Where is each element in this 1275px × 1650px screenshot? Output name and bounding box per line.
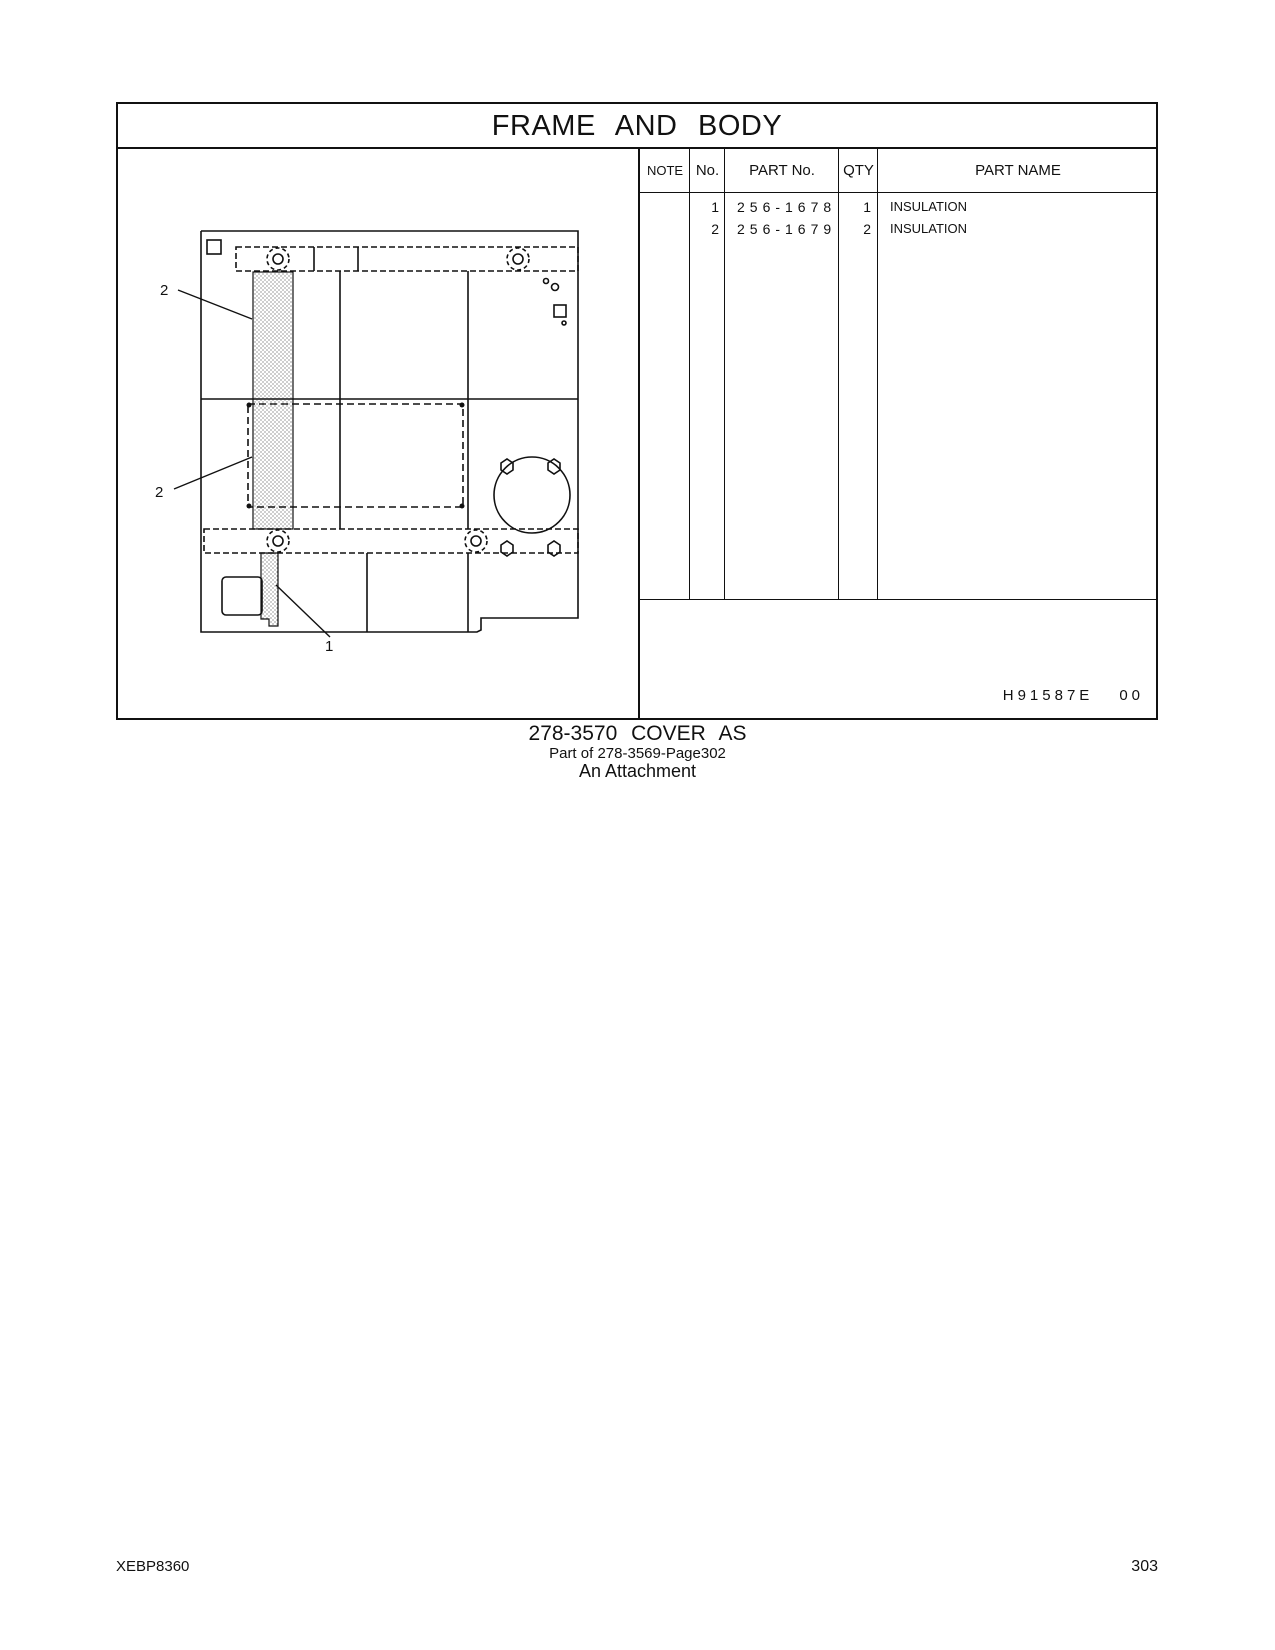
row-no: 2 — [711, 221, 719, 237]
row-qty: 2 — [863, 221, 871, 237]
cover-illustration — [118, 149, 638, 720]
row-qty: 1 — [863, 199, 871, 215]
parts-drawing — [118, 149, 638, 720]
document-id: XEBP8360 — [116, 1558, 190, 1575]
header-part-no: PART No. — [749, 162, 815, 179]
row-part-name: INSULATION — [890, 221, 968, 236]
drawing-code-rev: 00 — [1119, 687, 1144, 704]
caption-title: 278-3570 COVER AS — [528, 722, 747, 745]
header-part-name: PART NAME — [975, 162, 1061, 179]
drawing-code-id: H91587E — [1002, 687, 1094, 704]
page-number: 303 — [1131, 1558, 1158, 1575]
row-part-no: 256-1678 — [737, 199, 837, 215]
callout-b: 2 — [155, 484, 164, 501]
parts-table — [638, 149, 1158, 720]
caption-note: An Attachment — [578, 761, 697, 781]
header-note: NOTE — [646, 163, 684, 178]
parts-frame — [116, 102, 1158, 720]
header-qty: QTY — [843, 162, 874, 179]
row-no: 1 — [711, 199, 719, 215]
drawing-code — [1003, 687, 1144, 704]
callout-a: 2 — [160, 282, 169, 299]
col-note — [640, 149, 690, 600]
row-part-name: INSULATION — [890, 199, 968, 214]
callout-c: 1 — [325, 638, 334, 655]
header-no: No. — [695, 162, 720, 179]
row-part-no: 256-1679 — [737, 221, 837, 237]
section-title: FRAME AND BODY — [118, 104, 1156, 149]
caption-subtitle: Part of 278-3569-Page302 — [549, 745, 726, 762]
